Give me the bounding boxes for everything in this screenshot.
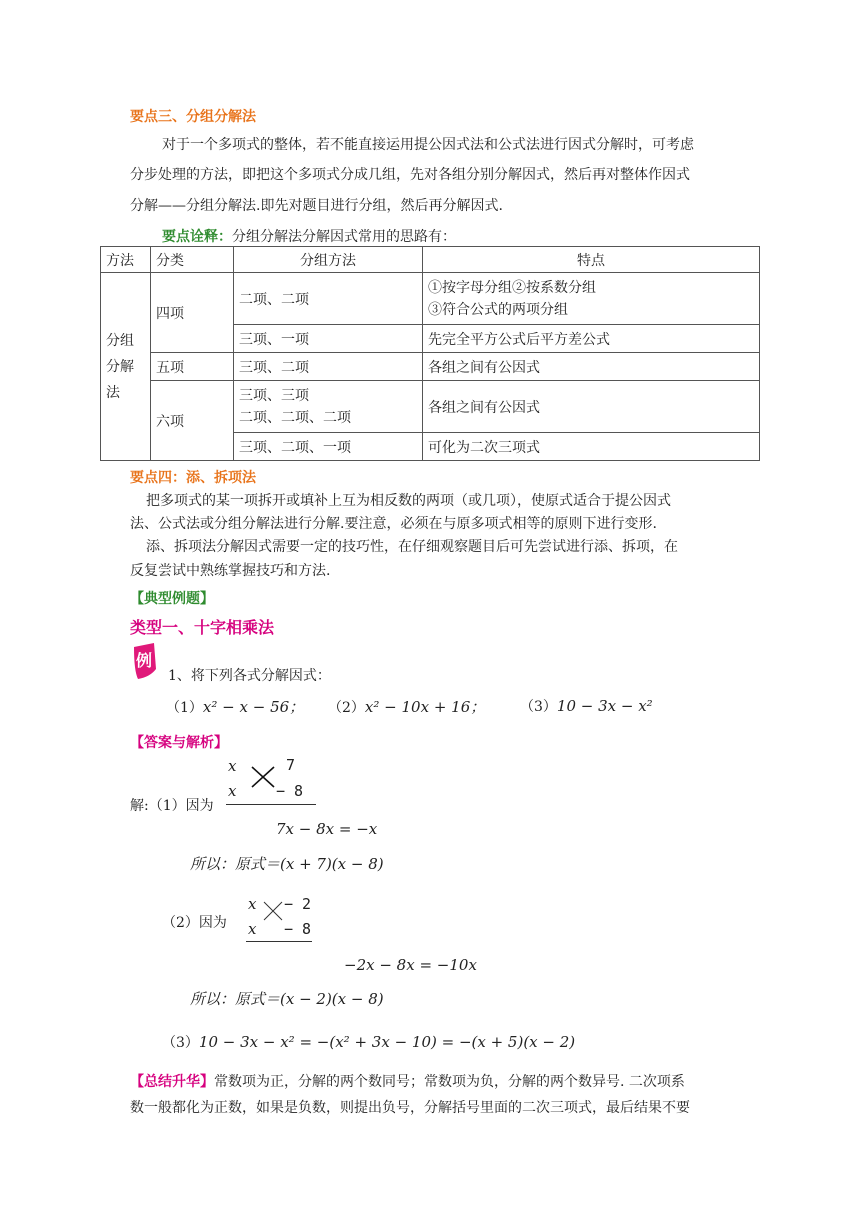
table-header: 方法 xyxy=(101,247,151,273)
cross2-top-right: − 2 xyxy=(284,895,312,913)
solution2-line: −2x − 8x = −10x xyxy=(344,956,477,974)
type1-heading: 类型一、十字相乘法 xyxy=(130,618,275,637)
group-method: 二项、二项 xyxy=(234,273,423,325)
solution3 xyxy=(162,1032,575,1052)
cross2-bottom-left: x xyxy=(248,920,257,938)
group-line: 二项、二项、二项 xyxy=(239,409,351,426)
cross1-top-left: x xyxy=(228,757,237,775)
section4-para1-line1: 把多项式的某一项拆开或填补上互为相反数的两项（或几项），使原式适合于提公因式 xyxy=(146,493,671,509)
table-header-row xyxy=(101,247,760,273)
solution3-expression: 10 − 3x − x² = −(x² + 3x − 10) = −(x + 5)(x − 2) xyxy=(198,1033,576,1051)
feature-cell: 各组之间有公因式 xyxy=(423,353,760,381)
section4-para2-line2: 反复尝试中熟练掌握技巧和方法. xyxy=(130,563,331,579)
part-expression: 10 − 3x − x² xyxy=(556,697,653,715)
result-expression: 所以：原式＝(x + 7)(x − 8) xyxy=(190,855,384,873)
cross2-cross-icon xyxy=(262,900,284,926)
table-header: 分类 xyxy=(151,247,234,273)
example-badge-icon xyxy=(130,641,158,681)
table-row xyxy=(101,273,760,325)
cross2-top-left: x xyxy=(248,895,257,913)
cross1-bottom-right: − 8 xyxy=(276,782,304,800)
method-line: 法 xyxy=(106,384,120,401)
part-label: （3） xyxy=(520,699,557,715)
group-method: 三项、二项 xyxy=(234,353,423,381)
feature-line: ③符合公式的两项分组 xyxy=(428,301,568,318)
category-five: 五项 xyxy=(151,353,234,381)
answer-heading: 【答案与解析】 xyxy=(130,735,228,751)
group-method: 三项、二项、一项 xyxy=(234,433,423,461)
feature-line: ①按字母分组②按系数分组 xyxy=(428,279,596,296)
group-line: 三项、三项 xyxy=(239,387,309,404)
example-badge-text: 例 xyxy=(135,651,153,670)
part-label: （1） xyxy=(166,700,203,716)
example1-part1 xyxy=(166,696,304,717)
table-row xyxy=(101,381,760,433)
result-expression: 所以：原式＝(x − 2)(x − 8) xyxy=(190,990,384,1008)
section4-para1-line2: 法、公式法或分组分解法进行分解.要注意，必须在与原多项式相等的原则下进行变形. xyxy=(130,516,657,532)
table-header: 分组方法 xyxy=(234,247,423,273)
part-label: （3） xyxy=(162,1035,199,1051)
section3-heading: 要点三、分组分解法 xyxy=(130,109,256,125)
part-expression: x² − 10x + 16； xyxy=(364,698,486,716)
solution2-intro: （2）因为 xyxy=(162,915,227,931)
solution1-result xyxy=(190,853,384,874)
feature-cell: 可化为二次三项式 xyxy=(423,433,760,461)
summary-text: 常数项为正，分解的两个数同号；常数项为负，分解的两个数异号. 二次项系 xyxy=(214,1074,685,1090)
summary-line1 xyxy=(130,1071,685,1091)
cross1-bottom-left: x xyxy=(228,782,237,800)
example1-prompt: 1、将下列各式分解因式： xyxy=(168,668,331,684)
cross1-rule xyxy=(226,804,316,805)
example1-part2 xyxy=(328,696,485,717)
part-label: （2） xyxy=(328,700,365,716)
summary-label: 【总结升华】 xyxy=(130,1074,214,1090)
table-row xyxy=(101,353,760,381)
group-method xyxy=(234,381,423,433)
cross1-top-right: 7 xyxy=(286,756,296,774)
category-six: 六项 xyxy=(151,381,234,461)
summary-line2: 数一般都化为正数，如果是负数，则提出负号，分解括号里面的二次三项式，最后结果不要 xyxy=(130,1100,690,1116)
section3-para-line3: 分解——分组分解法.即先对题目进行分组，然后再分解因式. xyxy=(130,198,503,214)
section3-note xyxy=(162,226,456,246)
cross1-cross-icon xyxy=(250,765,276,793)
table-header: 特点 xyxy=(423,247,760,273)
examples-heading: 【典型例题】 xyxy=(130,591,214,607)
note-label: 要点诠释： xyxy=(162,229,232,245)
grouping-method-table xyxy=(100,246,760,461)
solution1-intro: 解:（1）因为 xyxy=(130,798,214,814)
section3-para-line1: 对于一个多项式的整体，若不能直接运用提公因式法和公式法进行因式分解时，可考虑 xyxy=(162,137,694,153)
section4-para2-line1: 添、拆项法分解因式需要一定的技巧性，在仔细观察题目后可先尝试进行添、拆项，在 xyxy=(146,539,678,555)
method-line: 分组 xyxy=(106,332,134,349)
note-text: 分组分解法分解因式常用的思路有： xyxy=(232,229,456,245)
feature-cell xyxy=(423,273,760,325)
solution2-result xyxy=(190,988,384,1009)
method-cell xyxy=(101,273,151,461)
group-method: 三项、一项 xyxy=(234,325,423,353)
solution1-line: 7x − 8x = −x xyxy=(276,820,378,838)
section4-heading: 要点四：添、拆项法 xyxy=(130,470,256,486)
category-four: 四项 xyxy=(151,273,234,353)
section3-para-line2: 分步处理的方法，即把这个多项式分成几组，先对各组分别分解因式，然后再对整体作因式 xyxy=(130,167,690,183)
feature-cell: 先完全平方公式后平方差公式 xyxy=(423,325,760,353)
method-line: 分解 xyxy=(106,358,134,375)
cross2-rule xyxy=(246,941,312,942)
part-expression: x² − x − 56； xyxy=(202,698,305,716)
cross2-bottom-right: − 8 xyxy=(284,920,312,938)
example1-part3 xyxy=(520,696,653,716)
feature-cell: 各组之间有公因式 xyxy=(423,381,760,433)
